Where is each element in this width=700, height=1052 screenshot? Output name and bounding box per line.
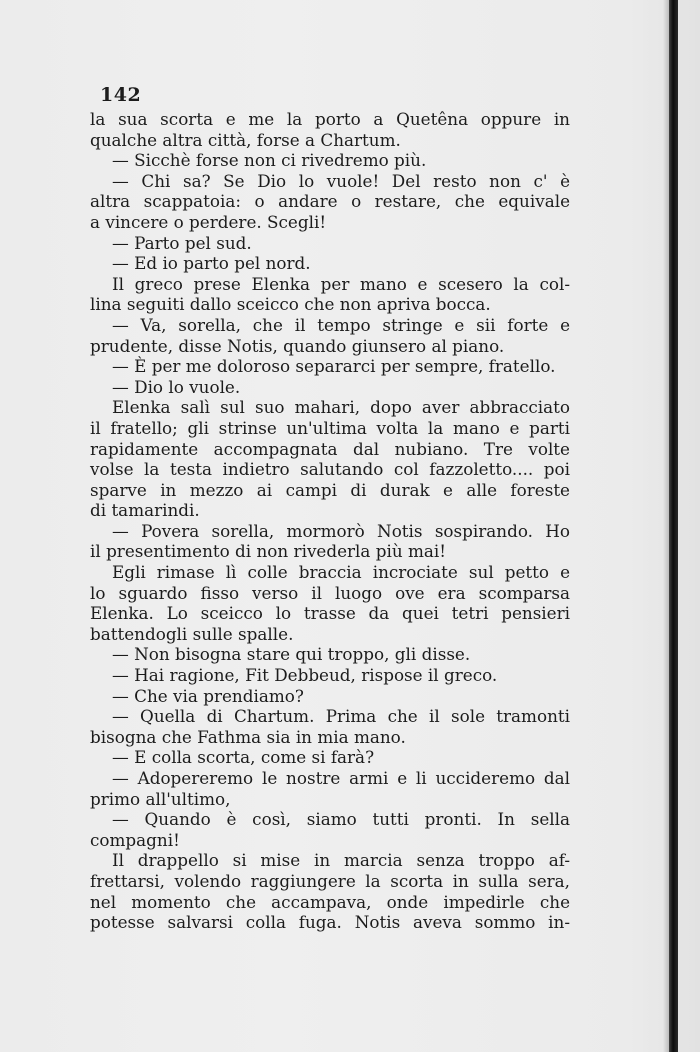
text-line: battendogli sulle spalle.	[90, 623, 294, 644]
text-line: volse la testa indietro salutando col fazzoletto.... poi	[90, 459, 570, 480]
text-line: potesse salvarsi colla fuga. Notis aveva sommo in-	[90, 912, 570, 933]
text-line: Il greco prese Elenka per mano e scesero la col-	[112, 273, 570, 294]
text-line: — Che via prendiamo?	[112, 685, 304, 706]
text-line: — Dio lo vuole.	[112, 376, 241, 397]
text-line: prudente, disse Notis, quando giunsero al piano.	[90, 335, 505, 356]
text-line: — Povera sorella, mormorò Notis sospirando. Ho	[112, 520, 570, 541]
text-line: — Parto pel sud.	[112, 232, 252, 253]
text-line: — E colla scorta, come si farà?	[112, 747, 375, 768]
text-line: — È per me doloroso separarci per sempre, fratello.	[112, 356, 556, 377]
text-line: frettarsi, volendo raggiungere la scorta in sulla sera,	[90, 870, 570, 891]
text-line: — Adopereremo le nostre armi e li uccideremo dal	[112, 768, 570, 788]
text-line: — Quando è così, siamo tutti pronti. In sella	[112, 809, 570, 830]
body-text	[90, 109, 570, 933]
text-line: — Sicchè forse non ci rivedremo più.	[112, 150, 427, 171]
page-number: 142	[100, 84, 142, 106]
text-line: il presentimento di non rivederla più mai!	[90, 541, 447, 562]
text-line: — Chi sa? Se Dio lo vuole! Del resto non c' è	[112, 170, 570, 191]
text-line: — Quella di Chartum. Prima che il sole tramonti	[112, 706, 570, 727]
text-line: — Hai ragione, Fit Debbeud, rispose il greco.	[112, 665, 498, 686]
text-line: altra scappatoia: o andare o restare, che equivale	[90, 191, 570, 212]
text-line: Elenka. Lo sceicco lo trasse da quei tetri pensieri	[90, 603, 570, 624]
text-line: — Va, sorella, che il tempo stringe e sii forte e	[112, 314, 570, 335]
text-line: Egli rimase lì colle braccia incrociate sul petto e	[112, 562, 570, 583]
text-line: lina seguiti dallo sceicco che non apriva bocca.	[90, 294, 491, 315]
text-line: primo all'ultimo,	[90, 788, 231, 809]
text-line: di tamarindi.	[90, 500, 200, 521]
text-line: qualche altra città, forse a Chartum.	[90, 129, 401, 150]
text-line: bisogna che Fathma sia in mia mano.	[90, 726, 406, 747]
text-line: la sua scorta e me la porto a Quetêna oppure in	[90, 109, 570, 129]
book-binding-edge	[669, 0, 678, 1052]
text-line: compagni!	[90, 829, 180, 850]
text-line: rapidamente accompagnata dal nubiano. Tre volte	[90, 438, 570, 459]
text-line: Il drappello si mise in marcia senza troppo af-	[112, 850, 570, 871]
text-line: nel momento che accampava, onde impedirle che	[90, 891, 570, 912]
text-line: — Non bisogna stare qui troppo, gli disse.	[112, 644, 471, 665]
text-line: lo sguardo fisso verso il luogo ove era scomparsa	[90, 582, 570, 603]
text-line: — Ed io parto pel nord.	[112, 253, 311, 274]
text-line: sparve in mezzo ai campi di durak e alle foreste	[90, 479, 570, 500]
text-line: a vincere o perdere. Scegli!	[90, 211, 327, 232]
text-line: il fratello; gli strinse un'ultima volta la mano e parti	[90, 417, 570, 438]
text-line: Elenka salì sul suo mahari, dopo aver abbracciato	[112, 397, 570, 418]
